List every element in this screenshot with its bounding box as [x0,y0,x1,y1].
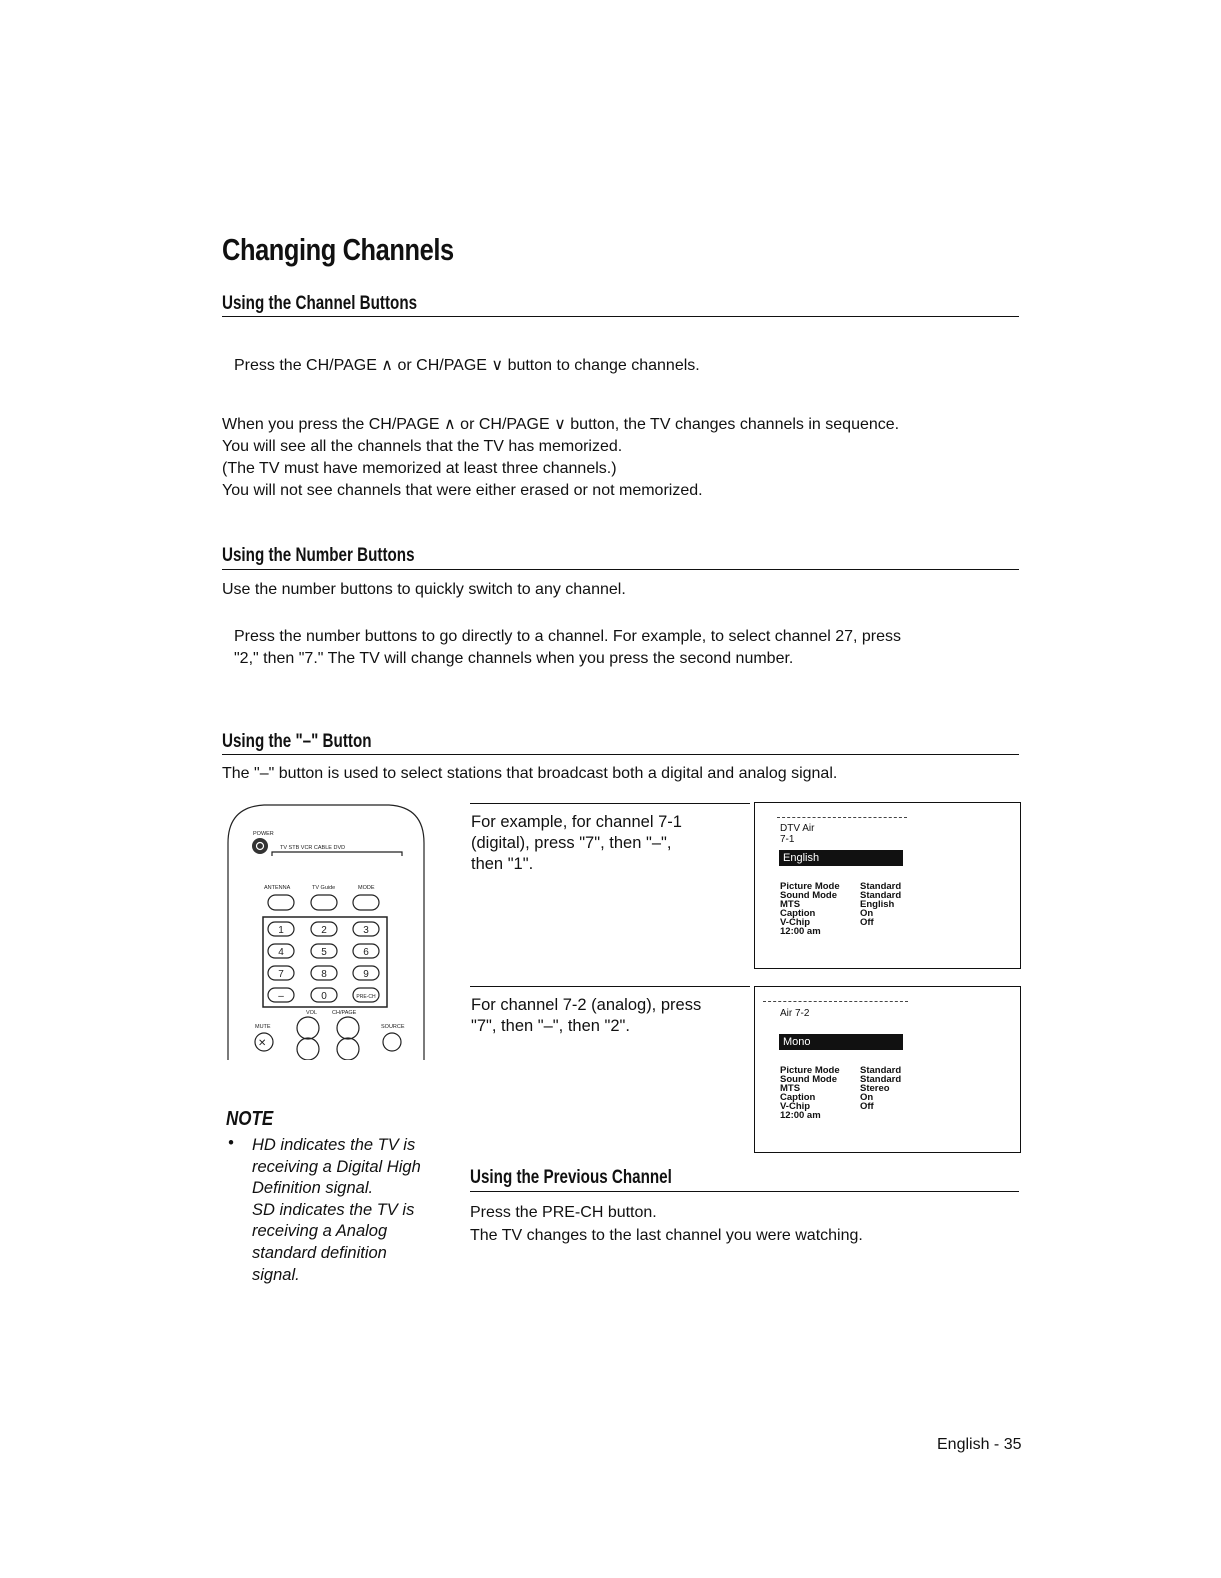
section-heading-number-buttons: Using the Number Buttons [222,545,415,566]
osd-row: 12:00 am [780,926,821,937]
example-digital [471,812,682,875]
remote-control-illustration [224,803,429,1060]
osd-row: Sound Mode Standard [780,890,902,901]
section-heading-previous-channel: Using the Previous Channel [470,1167,672,1188]
osd-row: MTS Stereo [780,1083,890,1094]
note-line: receiving a Digital High [252,1157,421,1176]
section-rule [222,316,1019,317]
section-heading-dash-button: Using the "–" Button [222,731,372,752]
digit-8: 8 [321,969,327,980]
power-icon [252,838,268,854]
note-title: NOTE [226,1108,274,1130]
example-analog-line: For channel 7-2 (analog), press [471,996,702,1014]
remote-label-source: SOURCE [381,1024,405,1030]
osd-screen-digital [754,802,1021,969]
remote-power-label: POWER [253,831,274,837]
osd-row: Picture Mode Standard [780,881,902,892]
osd-row: MTS English [780,899,895,910]
number-buttons-intro: Use the number buttons to quickly switch to any channel. [222,581,626,598]
note-line: Definition signal. [252,1179,374,1198]
osd-divider [777,817,907,818]
section-heading-channel-buttons: Using the Channel Buttons [222,293,418,314]
digit-0: 0 [321,991,327,1002]
dash-button-intro: The "–" button is used to select stations that broadcast both a digital and analog signal. [222,765,838,782]
example-rule [470,803,750,804]
osd-audio-bar: English [779,850,903,866]
osd-settings-table [780,1066,901,1120]
channel-buttons-body-4: You will not see channels that were either erased or not memorized. [222,482,703,499]
previous-channel-body-2: The TV changes to the last channel you were watching. [470,1227,863,1244]
channel-buttons-body-3: (The TV must have memorized at least three channels.) [222,460,617,477]
osd-row: Picture Mode Standard [780,1065,902,1076]
number-buttons-instruction-1: Press the number buttons to go directly to a channel. For example, to select channel 27, press [234,628,902,645]
digit-6: 6 [363,947,369,958]
digit-2: 2 [321,925,327,936]
example-analog [471,995,701,1037]
osd-source: DTV Air [780,823,815,834]
osd-row: Caption On [780,1092,874,1103]
section-rule [222,569,1019,570]
note-line: standard definition [252,1243,387,1262]
svg-text:✕: ✕ [258,1038,267,1049]
osd-row: Sound Mode Standard [780,1074,902,1085]
section-rule [470,1191,1019,1192]
digit-7: 7 [278,969,284,980]
previous-channel-body-1: Press the PRE-CH button. [470,1204,657,1221]
osd-channel: 7-1 [780,834,795,845]
osd-audio-bar: Mono [779,1034,903,1050]
osd-row: V-Chip Off [780,1101,874,1112]
osd-divider [763,1001,908,1002]
digit-9: 9 [363,969,369,980]
channel-buttons-body-2: You will see all the channels that the TV has memorized. [222,438,623,455]
remote-label-mode: MODE [358,885,375,891]
channel-buttons-body-1: When you press the CH/PAGE ∧ or CH/PAGE ∨ button, the TV changes channels in sequence. [222,416,900,433]
example-rule [470,986,750,987]
example-digital-line: (digital), press "7", then "–", [471,834,672,852]
osd-channel: Air 7-2 [780,1008,810,1019]
example-analog-line: "7", then "–", then "2". [471,1017,630,1035]
osd-screen-analog [754,986,1021,1153]
digit-prech: PRE-CH [356,994,376,1000]
page-number: English - 35 [937,1436,1022,1453]
osd-row: 12:00 am [780,1110,821,1121]
remote-label-antenna: ANTENNA [264,885,291,891]
digit-dash: – [278,991,284,1002]
digit-4: 4 [278,947,284,958]
remote-label-tvguide: TV Guide [312,885,336,891]
example-digital-line: For example, for channel 7-1 [471,813,682,831]
number-buttons-instruction-2: "2," then "7." The TV will change channels when you press the second number. [234,650,794,667]
note-line: signal. [252,1265,300,1284]
remote-label-vol: VOL [306,1010,318,1016]
note-line: HD indicates the TV is [252,1136,416,1154]
note-line: SD indicates the TV is [252,1200,415,1219]
note-body [252,1135,421,1286]
section-rule [222,754,1019,755]
digit-1: 1 [278,925,284,936]
remote-mode-labels: TV STB VCR CABLE DVD [280,845,346,851]
osd-row: Caption On [780,908,874,919]
digit-3: 3 [363,925,369,936]
note-line: receiving a Analog [252,1222,388,1241]
digit-5: 5 [321,947,327,958]
channel-buttons-instruction: Press the CH/PAGE ∧ or CH/PAGE ∨ button to change channels. [234,357,700,374]
osd-row: V-Chip Off [780,917,874,928]
osd-settings-table [780,882,901,936]
remote-label-mute: MUTE [255,1024,271,1030]
note-bullet: • [228,1134,234,1152]
remote-label-chpage: CH/PAGE [332,1010,357,1016]
example-digital-line: then "1". [471,855,534,873]
page-title: Changing Channels [222,232,454,267]
